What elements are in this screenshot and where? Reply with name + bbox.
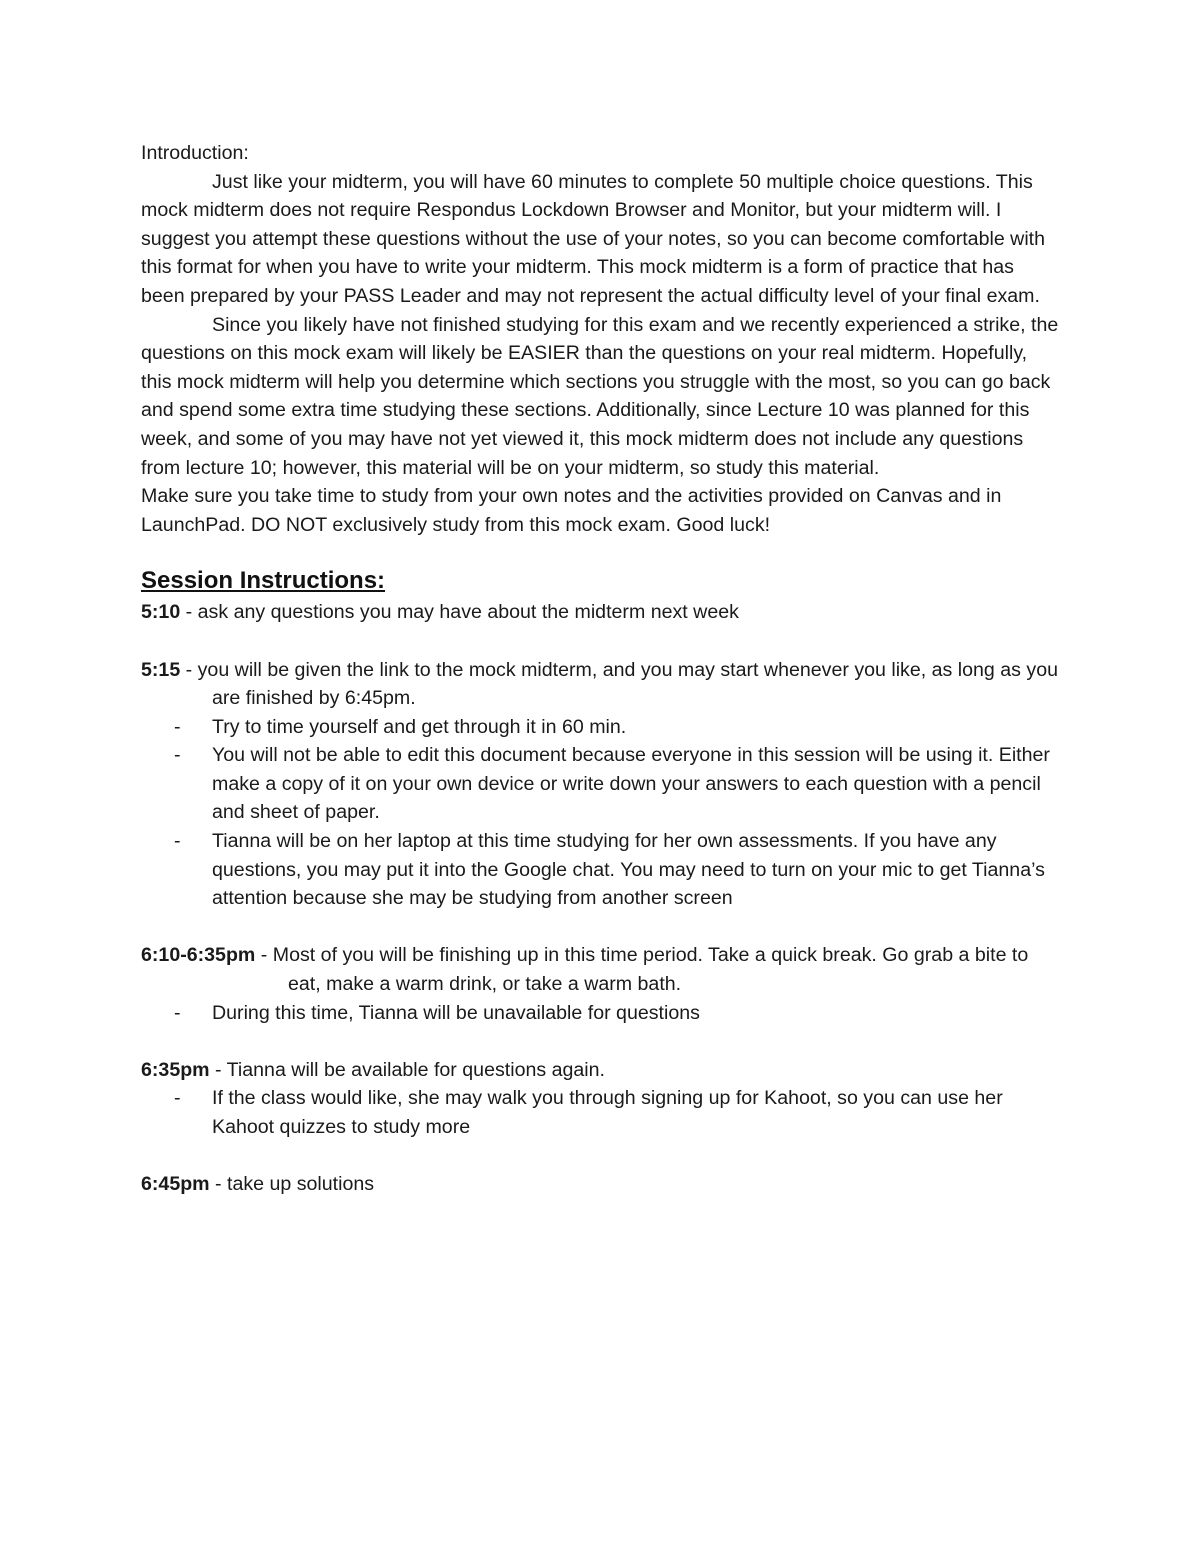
list-item bbox=[141, 713, 1061, 742]
dash-bullet: - bbox=[174, 1087, 181, 1110]
intro-paragraph-3: Make sure you take time to study from your own notes and the activities provided on Canvas and in LaunchPad. DO NOT exclusively study from this mock exam. Good luck! bbox=[141, 485, 1002, 536]
entry-time: 5:10 bbox=[141, 601, 181, 624]
session-entry-515 bbox=[141, 656, 1061, 713]
bullet-list-610 bbox=[141, 999, 1061, 1028]
session-heading: Session Instructions: bbox=[141, 567, 386, 595]
entry-time: 6:45pm bbox=[141, 1173, 210, 1196]
session-entry-645 bbox=[141, 1170, 1061, 1199]
list-item-text: If the class would like, she may walk you through signing up for Kahoot, so you can use her Kahoot quizzes to study more bbox=[212, 1087, 1003, 1138]
entry-text: - Tianna will be available for questions again. bbox=[209, 1058, 605, 1081]
entry-time: 6:10-6:35pm bbox=[141, 944, 256, 967]
list-item bbox=[141, 827, 1061, 913]
document-page bbox=[141, 139, 1061, 1199]
entry-time: 5:15 bbox=[141, 658, 181, 681]
list-item-text: Tianna will be on her laptop at this time studying for her own assessments. If you have any questions, you may put it into the Google chat. You may need to turn on your mic to get Tianna’s attention because she may be studying from another screen bbox=[212, 830, 1045, 910]
list-item-text: During this time, Tianna will be unavailable for questions bbox=[212, 1001, 700, 1024]
session-entry-635 bbox=[141, 1056, 1061, 1085]
bullet-list-635 bbox=[141, 1084, 1061, 1141]
dash-bullet: - bbox=[174, 830, 181, 853]
list-item bbox=[141, 999, 1061, 1028]
entry-time: 6:35pm bbox=[141, 1058, 210, 1081]
dash-bullet: - bbox=[174, 1001, 181, 1024]
session-entry-510 bbox=[141, 598, 1061, 627]
list-item bbox=[141, 741, 1061, 827]
entry-text: - Most of you will be finishing up in this time period. Take a quick break. Go grab a bite to eat, make a warm drink, or take a warm bath. bbox=[255, 944, 1029, 996]
dash-bullet: - bbox=[174, 715, 181, 738]
session-entry-610-635 bbox=[141, 941, 1061, 998]
entry-text: - take up solutions bbox=[209, 1173, 375, 1196]
intro-paragraph-1: Just like your midterm, you will have 60 minutes to complete 50 multiple choice questions. This mock midterm does not require Respondus Lockdown Browser and Monitor, but your midterm will. I suggest you attempt these questions without the use of your notes, so you can become comfortable with this format for when you have to write your midterm. This mock midterm is a form of practice that has been prepared by your PASS Leader and may not represent the actual difficulty level of your final exam. bbox=[141, 170, 1046, 307]
entry-text: - ask any questions you may have about the midterm next week bbox=[180, 601, 739, 624]
list-item-text: Try to time yourself and get through it in 60 min. bbox=[212, 715, 627, 738]
list-item-text: You will not be able to edit this document because everyone in this session will be using it. Either make a copy of it on your own device or write down your answers to each question with a pencil and sheet of paper. bbox=[212, 744, 1050, 824]
bullet-list-515 bbox=[141, 713, 1061, 913]
intro-label: Introduction: bbox=[141, 142, 249, 164]
entry-text: - you will be given the link to the mock midterm, and you may start whenever you like, as long as you are finished by 6:45pm. bbox=[180, 658, 1058, 710]
intro-paragraph-2: Since you likely have not finished studying for this exam and we recently experienced a strike, the questions on this mock exam will likely be EASIER than the questions on your real midterm. Hopefully, this mock midterm will help you determine which sections you struggle with the most, so you can go back and spend some extra time studying these sections. Additionally, since Lecture 10 was planned for this week, and some of you may have not yet viewed it, this mock midterm does not include any questions from lecture 10; however, this material will be on your midterm, so study this material. bbox=[141, 313, 1059, 479]
list-item bbox=[141, 1084, 1061, 1141]
dash-bullet: - bbox=[174, 744, 181, 767]
